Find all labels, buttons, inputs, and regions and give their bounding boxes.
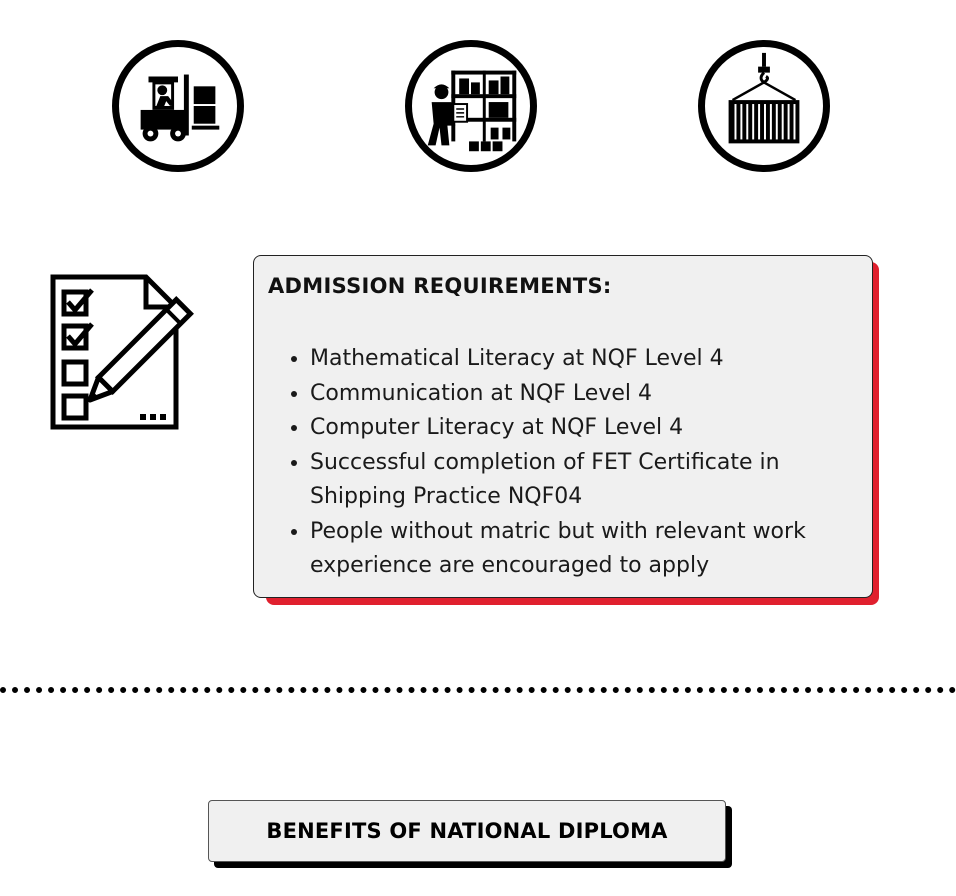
list-item: • People without matric but with relevant work experience are encouraged to apply <box>310 515 858 584</box>
list-item: • Communication at NQF Level 4 <box>310 377 858 412</box>
checklist-icon <box>48 272 208 434</box>
admission-requirements-card <box>253 255 873 598</box>
shipping-container-icon <box>698 40 830 172</box>
warehouse-worker-icon <box>405 40 537 172</box>
list-item: • Mathematical Literacy at NQF Level 4 <box>310 342 858 377</box>
forklift-icon <box>112 40 244 172</box>
list-item: • Computer Literacy at NQF Level 4 <box>310 411 858 446</box>
list-item: • Successful completion of FET Certificate in Shipping Practice NQF04 <box>310 446 858 515</box>
admission-title: ADMISSION REQUIREMENTS: <box>268 274 612 298</box>
dotted-divider <box>0 687 956 693</box>
benefits-button[interactable]: BENEFITS OF NATIONAL DIPLOMA <box>208 800 726 862</box>
admission-list <box>268 342 858 584</box>
